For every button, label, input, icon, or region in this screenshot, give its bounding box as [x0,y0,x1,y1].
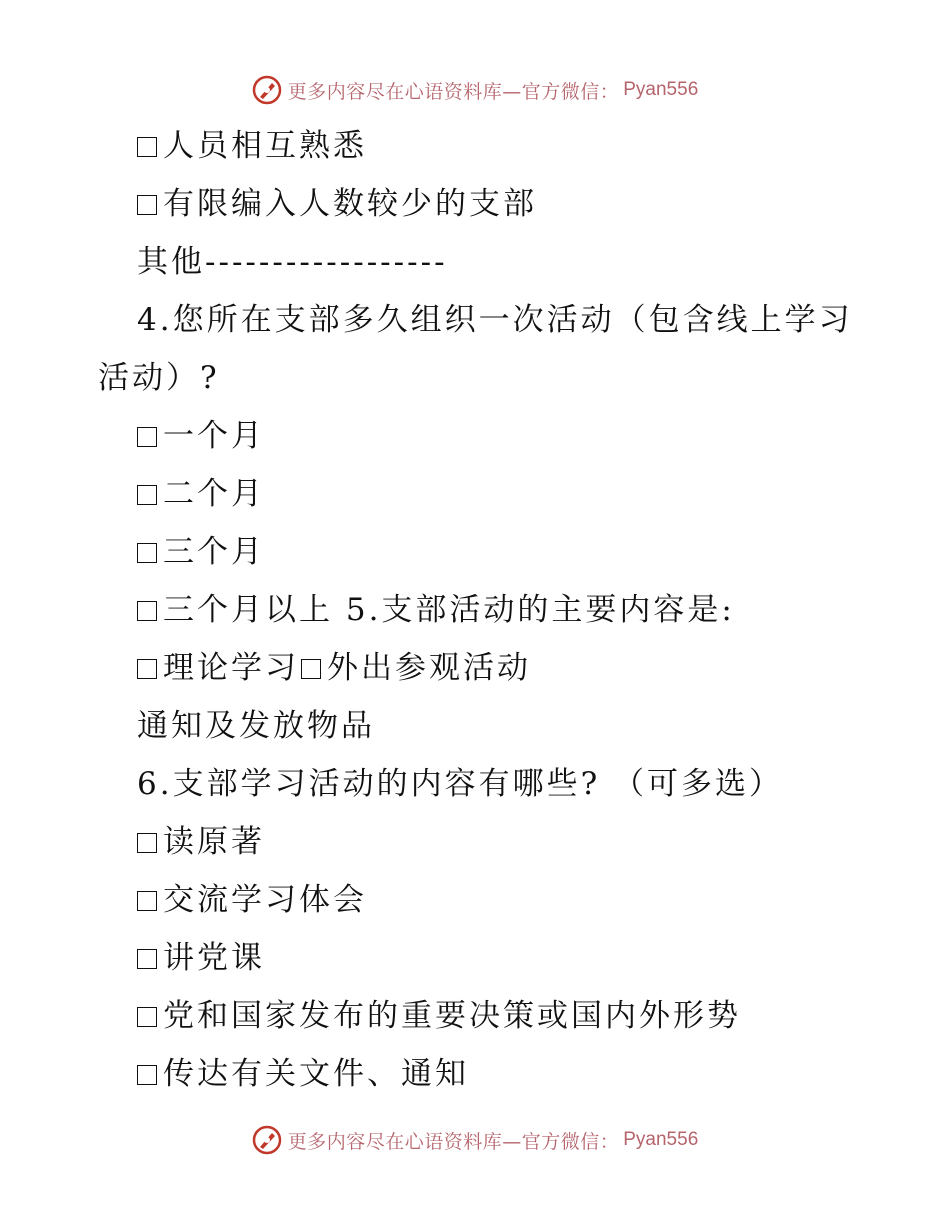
option-item [0,407,950,465]
text-line [0,697,950,755]
option-item [0,639,950,697]
checkbox-icon [137,891,157,911]
option-item [0,175,950,233]
checkbox-icon [137,1065,157,1085]
other-option [0,233,950,291]
option-label: 一个月 [163,418,265,454]
option-item [0,117,950,175]
question-text: 6.支部学习活动的内容有哪些? （可多选） [137,766,784,802]
document-body [0,117,950,1103]
option-item [0,871,950,929]
question-4 [0,291,950,349]
pen-logo-icon [252,1125,282,1155]
option-item [0,581,950,639]
option-label: 外出参观活动 [327,650,531,686]
checkbox-icon [137,659,157,679]
checkbox-icon [137,427,157,447]
checkbox-icon [137,543,157,563]
checkbox-icon [301,659,321,679]
watermark-text: 更多内容尽在心语资料库—官方微信： [287,80,620,103]
option-item [0,987,950,1045]
checkbox-icon [137,601,157,621]
option-item [0,813,950,871]
question-text: 活动）? [98,360,220,396]
watermark-header [0,70,950,110]
question-4-continued [0,349,950,407]
pen-logo-icon [252,75,282,105]
option-label: 党和国家发布的重要决策或国内外形势 [163,998,741,1034]
watermark-id: Pyan556 [623,1129,699,1150]
option-label: 其他------------------ [137,244,448,280]
watermark-footer [0,1120,950,1160]
option-label: 交流学习体会 [163,882,367,918]
checkbox-icon [137,137,157,157]
option-label: 人员相互熟悉 [163,128,367,164]
checkbox-icon [137,195,157,215]
option-label: 理论学习 [163,650,299,686]
checkbox-icon [137,485,157,505]
watermark-id: Pyan556 [623,79,699,100]
option-item [0,523,950,581]
option-item [0,1045,950,1103]
option-label: 读原著 [163,824,265,860]
option-label: 通知及发放物品 [137,708,375,744]
checkbox-icon [137,1007,157,1027]
option-label: 传达有关文件、通知 [163,1056,469,1092]
option-label: 三个月以上 5.支部活动的主要内容是: [163,592,735,628]
option-label: 二个月 [163,476,265,512]
checkbox-icon [137,833,157,853]
option-item [0,465,950,523]
checkbox-icon [137,949,157,969]
question-6 [0,755,950,813]
watermark-text: 更多内容尽在心语资料库—官方微信： [287,1130,620,1153]
option-item [0,929,950,987]
option-label: 讲党课 [163,940,265,976]
option-label: 有限编入人数较少的支部 [163,186,537,222]
question-text: 4.您所在支部多久组织一次活动（包含线上学习 [137,302,853,338]
option-label: 三个月 [163,534,265,570]
